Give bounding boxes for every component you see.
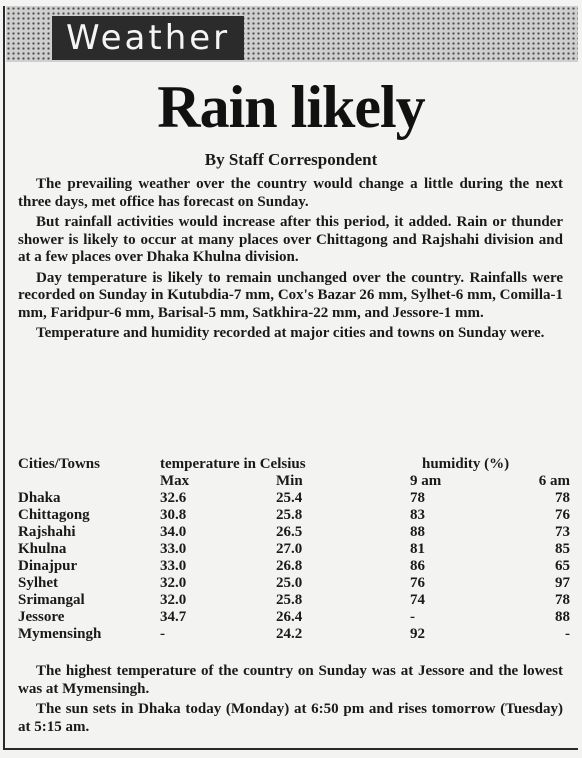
cell-min: 25.8: [276, 507, 303, 523]
cell-6am: 65: [555, 558, 570, 574]
table-header-row: [18, 456, 570, 473]
cell-6am: 76: [555, 507, 570, 523]
cell-min: 27.0: [276, 541, 303, 557]
table-row: [18, 490, 570, 507]
column-header-min: Min: [276, 473, 303, 489]
cell-6am: 78: [555, 592, 570, 608]
cell-min: 26.4: [276, 609, 303, 625]
cell-9am: 83: [410, 507, 425, 523]
column-header-9am: 9 am: [410, 473, 442, 489]
cell-max: -: [160, 626, 165, 642]
table-row: [18, 626, 570, 643]
cell-9am: 86: [410, 558, 425, 574]
cell-city: Sylhet: [18, 575, 59, 591]
cell-max: 34.0: [160, 524, 187, 540]
cell-min: 25.4: [276, 490, 303, 506]
cell-city: Khulna: [18, 541, 67, 557]
cell-min: 26.5: [276, 524, 303, 540]
cell-9am: 92: [410, 626, 425, 642]
cell-6am: 88: [555, 609, 570, 625]
cell-max: 32.0: [160, 575, 187, 591]
cell-min: 25.0: [276, 575, 303, 591]
table-row: [18, 558, 570, 575]
column-header-cities: Cities/Towns: [18, 456, 100, 472]
paragraph: The prevailing weather over the country would change a little during the next three days, met office has forecast on Sunday.: [18, 176, 563, 210]
paragraph: The sun sets in Dhaka today (Monday) at 6:50 pm and rises tomorrow (Tuesday) at 5:15 am.: [18, 701, 563, 735]
table-row: [18, 575, 570, 592]
cell-max: 33.0: [160, 541, 187, 557]
cell-city: Mymensingh: [18, 626, 102, 642]
section-tag: Weather: [52, 16, 244, 60]
cell-max: 33.0: [160, 558, 187, 574]
cell-min: 24.2: [276, 626, 303, 642]
cell-min: 26.8: [276, 558, 303, 574]
table-row: [18, 609, 570, 626]
headline: Rain likely: [157, 74, 425, 140]
table-row: [18, 592, 570, 609]
cell-city: Srimangal: [18, 592, 85, 608]
cell-6am: 97: [555, 575, 570, 591]
cell-max: 30.8: [160, 507, 187, 523]
cell-city: Dhaka: [18, 490, 61, 506]
cell-9am: -: [410, 609, 415, 625]
column-header-humidity: humidity (%): [422, 456, 510, 472]
cell-city: Chittagong: [18, 507, 90, 523]
cell-9am: 88: [410, 524, 425, 540]
weather-table: [18, 456, 570, 643]
column-header-temperature: temperature in Celsius: [160, 456, 306, 472]
cell-9am: 76: [410, 575, 425, 591]
cell-max: 32.6: [160, 490, 187, 506]
cell-max: 32.0: [160, 592, 187, 608]
cell-9am: 78: [410, 490, 425, 506]
table-row: [18, 507, 570, 524]
cell-6am: 73: [555, 524, 570, 540]
cell-9am: 81: [410, 541, 425, 557]
cell-6am: -: [565, 626, 570, 642]
bottom-column-rule: [3, 748, 578, 750]
paragraph: But rainfall activities would increase after this period, it added. Rain or thunder shower is likely to occur at many places over Chittagong and Rajshahi division and at a few places over Dhaka Khulna division.: [18, 214, 563, 265]
cell-city: Jessore: [18, 609, 65, 625]
cell-city: Dinajpur: [18, 558, 78, 574]
article-body: [18, 176, 563, 346]
cell-city: Rajshahi: [18, 524, 76, 540]
cell-9am: 74: [410, 592, 425, 608]
paragraph: Day temperature is likely to remain unchanged over the country. Rainfalls were recorded on Sunday in Kutubdia-7 mm, Cox's Bazar 26 mm, Sylhet-6 mm, Comilla-1 mm, Faridpur-6 mm, Barisal-5 mm, Satkhira-22 mm, and Jessore-1 mm.: [18, 269, 563, 321]
column-header-max: Max: [160, 473, 190, 489]
cell-max: 34.7: [160, 609, 187, 625]
table-row: [18, 524, 570, 541]
table-subheader-row: [18, 473, 570, 490]
table-row: [18, 541, 570, 558]
cell-6am: 85: [555, 541, 570, 557]
article-closing: [18, 663, 563, 739]
cell-min: 25.8: [276, 592, 303, 608]
cell-6am: 78: [555, 490, 570, 506]
column-header-6am: 6 am: [538, 473, 570, 489]
paragraph: The highest temperature of the country on Sunday was at Jessore and the lowest was at Mymensingh.: [18, 663, 563, 697]
byline: By Staff Correspondent: [204, 150, 378, 169]
paragraph: Temperature and humidity recorded at major cities and towns on Sunday were.: [36, 325, 545, 341]
